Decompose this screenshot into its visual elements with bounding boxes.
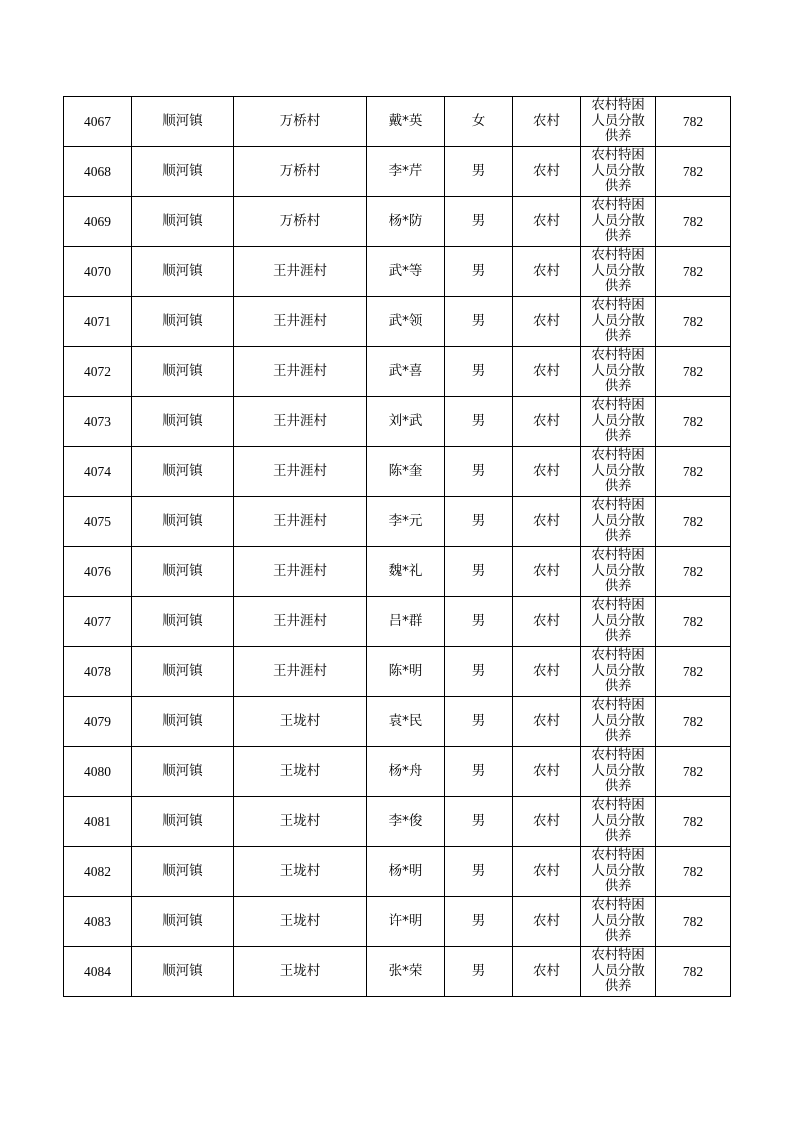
cell-town: 顺河镇 [132,947,234,997]
cell-name: 李*俊 [367,797,445,847]
cell-village: 王井涯村 [234,347,367,397]
cell-name: 许*明 [367,897,445,947]
cell-household-type: 农村 [513,147,581,197]
cell-gender: 男 [445,497,513,547]
cell-town: 顺河镇 [132,447,234,497]
cell-amount: 782 [656,647,731,697]
cell-village: 王垅村 [234,897,367,947]
category-line: 供养 [604,478,632,495]
category-line: 人员分散 [591,812,645,829]
category-line: 供养 [604,328,632,345]
cell-id: 4073 [64,397,132,447]
cell-gender: 男 [445,647,513,697]
category-line: 供养 [604,828,632,845]
cell-amount: 782 [656,547,731,597]
category-line: 人员分散 [591,512,645,529]
cell-id: 4084 [64,947,132,997]
cell-name: 戴*英 [367,97,445,147]
category-line: 农村特困 [591,147,645,164]
cell-id: 4077 [64,597,132,647]
cell-id: 4068 [64,147,132,197]
cell-gender: 男 [445,897,513,947]
cell-amount: 782 [656,597,731,647]
cell-village: 万桥村 [234,197,367,247]
cell-household-type: 农村 [513,897,581,947]
cell-amount: 782 [656,697,731,747]
cell-id: 4080 [64,747,132,797]
category-line: 供养 [604,778,632,795]
category-line: 人员分散 [591,562,645,579]
cell-name: 张*荣 [367,947,445,997]
table-row [64,947,731,997]
category-line: 人员分散 [591,112,645,129]
cell-village: 王井涯村 [234,297,367,347]
category-line: 供养 [604,528,632,545]
cell-household-type: 农村 [513,647,581,697]
cell-town: 顺河镇 [132,247,234,297]
cell-category [581,297,656,347]
cell-name: 杨*防 [367,197,445,247]
cell-category [581,247,656,297]
cell-name: 武*等 [367,247,445,297]
table-row [64,347,731,397]
table-row [64,147,731,197]
cell-amount: 782 [656,947,731,997]
cell-village: 王井涯村 [234,597,367,647]
cell-amount: 782 [656,197,731,247]
cell-gender: 男 [445,197,513,247]
cell-town: 顺河镇 [132,697,234,747]
cell-gender: 男 [445,147,513,197]
cell-amount: 782 [656,97,731,147]
cell-id: 4078 [64,647,132,697]
category-line: 人员分散 [591,612,645,629]
cell-amount: 782 [656,847,731,897]
cell-name: 李*元 [367,497,445,547]
table-row [64,747,731,797]
cell-amount: 782 [656,397,731,447]
category-line: 供养 [604,428,632,445]
cell-gender: 男 [445,747,513,797]
category-line: 农村特困 [591,747,645,764]
cell-village: 王垅村 [234,797,367,847]
cell-amount: 782 [656,897,731,947]
beneficiary-table [63,96,731,997]
cell-village: 王井涯村 [234,497,367,547]
cell-gender: 男 [445,597,513,647]
category-line: 人员分散 [591,462,645,479]
cell-id: 4074 [64,447,132,497]
table-body [64,97,731,997]
cell-town: 顺河镇 [132,847,234,897]
table-row [64,847,731,897]
cell-id: 4071 [64,297,132,347]
cell-village: 万桥村 [234,147,367,197]
category-line: 农村特困 [591,797,645,814]
category-line: 农村特困 [591,397,645,414]
cell-amount: 782 [656,747,731,797]
cell-gender: 男 [445,697,513,747]
category-line: 农村特困 [591,97,645,114]
category-line: 供养 [604,928,632,945]
cell-household-type: 农村 [513,397,581,447]
cell-gender: 男 [445,847,513,897]
cell-town: 顺河镇 [132,747,234,797]
category-line: 人员分散 [591,262,645,279]
cell-amount: 782 [656,297,731,347]
category-line: 农村特困 [591,647,645,664]
category-line: 农村特困 [591,197,645,214]
cell-name: 武*领 [367,297,445,347]
category-line: 人员分散 [591,362,645,379]
cell-household-type: 农村 [513,597,581,647]
cell-gender: 男 [445,947,513,997]
category-line: 人员分散 [591,412,645,429]
category-line: 农村特困 [591,447,645,464]
cell-name: 李*芹 [367,147,445,197]
cell-village: 万桥村 [234,97,367,147]
table-row [64,197,731,247]
cell-amount: 782 [656,247,731,297]
category-line: 供养 [604,578,632,595]
cell-town: 顺河镇 [132,347,234,397]
cell-household-type: 农村 [513,547,581,597]
category-line: 人员分散 [591,962,645,979]
cell-id: 4072 [64,347,132,397]
category-line: 人员分散 [591,662,645,679]
cell-id: 4069 [64,197,132,247]
cell-name: 刘*武 [367,397,445,447]
cell-category [581,947,656,997]
cell-village: 王井涯村 [234,247,367,297]
category-line: 供养 [604,128,632,145]
cell-village: 王垅村 [234,947,367,997]
cell-village: 王井涯村 [234,397,367,447]
cell-name: 魏*礼 [367,547,445,597]
cell-category [581,797,656,847]
cell-category [581,597,656,647]
category-line: 农村特困 [591,847,645,864]
cell-village: 王井涯村 [234,447,367,497]
cell-category [581,647,656,697]
category-line: 农村特困 [591,547,645,564]
cell-category [581,547,656,597]
cell-gender: 男 [445,447,513,497]
cell-gender: 男 [445,297,513,347]
category-line: 农村特困 [591,247,645,264]
cell-town: 顺河镇 [132,597,234,647]
category-line: 农村特困 [591,497,645,514]
table-row [64,247,731,297]
cell-household-type: 农村 [513,97,581,147]
cell-gender: 女 [445,97,513,147]
cell-id: 4067 [64,97,132,147]
category-line: 人员分散 [591,312,645,329]
table-row [64,297,731,347]
cell-category [581,447,656,497]
table-row [64,397,731,447]
cell-gender: 男 [445,797,513,847]
cell-amount: 782 [656,497,731,547]
cell-amount: 782 [656,147,731,197]
cell-category [581,147,656,197]
cell-name: 武*喜 [367,347,445,397]
cell-town: 顺河镇 [132,647,234,697]
cell-household-type: 农村 [513,947,581,997]
cell-category [581,197,656,247]
category-line: 农村特困 [591,597,645,614]
cell-id: 4081 [64,797,132,847]
category-line: 人员分散 [591,912,645,929]
cell-id: 4075 [64,497,132,547]
table-row [64,797,731,847]
cell-id: 4083 [64,897,132,947]
cell-household-type: 农村 [513,247,581,297]
cell-category [581,697,656,747]
cell-household-type: 农村 [513,497,581,547]
cell-household-type: 农村 [513,797,581,847]
table-row [64,897,731,947]
cell-gender: 男 [445,247,513,297]
cell-village: 王井涯村 [234,547,367,597]
table-row [64,597,731,647]
category-line: 供养 [604,878,632,895]
cell-gender: 男 [445,547,513,597]
category-line: 供养 [604,978,632,995]
category-line: 供养 [604,678,632,695]
cell-household-type: 农村 [513,847,581,897]
cell-gender: 男 [445,347,513,397]
cell-town: 顺河镇 [132,547,234,597]
category-line: 供养 [604,178,632,195]
cell-name: 陈*奎 [367,447,445,497]
cell-category [581,747,656,797]
table-row [64,497,731,547]
cell-id: 4070 [64,247,132,297]
cell-category [581,497,656,547]
cell-village: 王垅村 [234,697,367,747]
cell-category [581,97,656,147]
cell-name: 袁*民 [367,697,445,747]
cell-name: 杨*舟 [367,747,445,797]
cell-household-type: 农村 [513,197,581,247]
cell-name: 杨*明 [367,847,445,897]
cell-category [581,847,656,897]
table-row [64,697,731,747]
category-line: 农村特困 [591,347,645,364]
cell-id: 4076 [64,547,132,597]
cell-household-type: 农村 [513,697,581,747]
category-line: 农村特困 [591,697,645,714]
cell-category [581,397,656,447]
cell-id: 4079 [64,697,132,747]
category-line: 供养 [604,728,632,745]
cell-amount: 782 [656,797,731,847]
cell-household-type: 农村 [513,347,581,397]
category-line: 人员分散 [591,162,645,179]
cell-village: 王垅村 [234,747,367,797]
beneficiary-table-container [63,96,730,997]
cell-household-type: 农村 [513,747,581,797]
category-line: 农村特困 [591,297,645,314]
cell-town: 顺河镇 [132,147,234,197]
cell-household-type: 农村 [513,447,581,497]
category-line: 供养 [604,378,632,395]
cell-town: 顺河镇 [132,497,234,547]
category-line: 人员分散 [591,212,645,229]
cell-id: 4082 [64,847,132,897]
cell-town: 顺河镇 [132,297,234,347]
cell-town: 顺河镇 [132,197,234,247]
cell-gender: 男 [445,397,513,447]
table-row [64,547,731,597]
cell-town: 顺河镇 [132,397,234,447]
cell-village: 王井涯村 [234,647,367,697]
category-line: 供养 [604,628,632,645]
category-line: 供养 [604,228,632,245]
cell-name: 吕*群 [367,597,445,647]
cell-household-type: 农村 [513,297,581,347]
cell-amount: 782 [656,347,731,397]
cell-category [581,897,656,947]
category-line: 人员分散 [591,762,645,779]
category-line: 供养 [604,278,632,295]
category-line: 人员分散 [591,862,645,879]
table-row [64,97,731,147]
category-line: 农村特困 [591,947,645,964]
cell-amount: 782 [656,447,731,497]
category-line: 人员分散 [591,712,645,729]
cell-name: 陈*明 [367,647,445,697]
table-row [64,647,731,697]
cell-village: 王垅村 [234,847,367,897]
category-line: 农村特困 [591,897,645,914]
table-row [64,447,731,497]
cell-town: 顺河镇 [132,97,234,147]
cell-town: 顺河镇 [132,797,234,847]
cell-category [581,347,656,397]
cell-town: 顺河镇 [132,897,234,947]
